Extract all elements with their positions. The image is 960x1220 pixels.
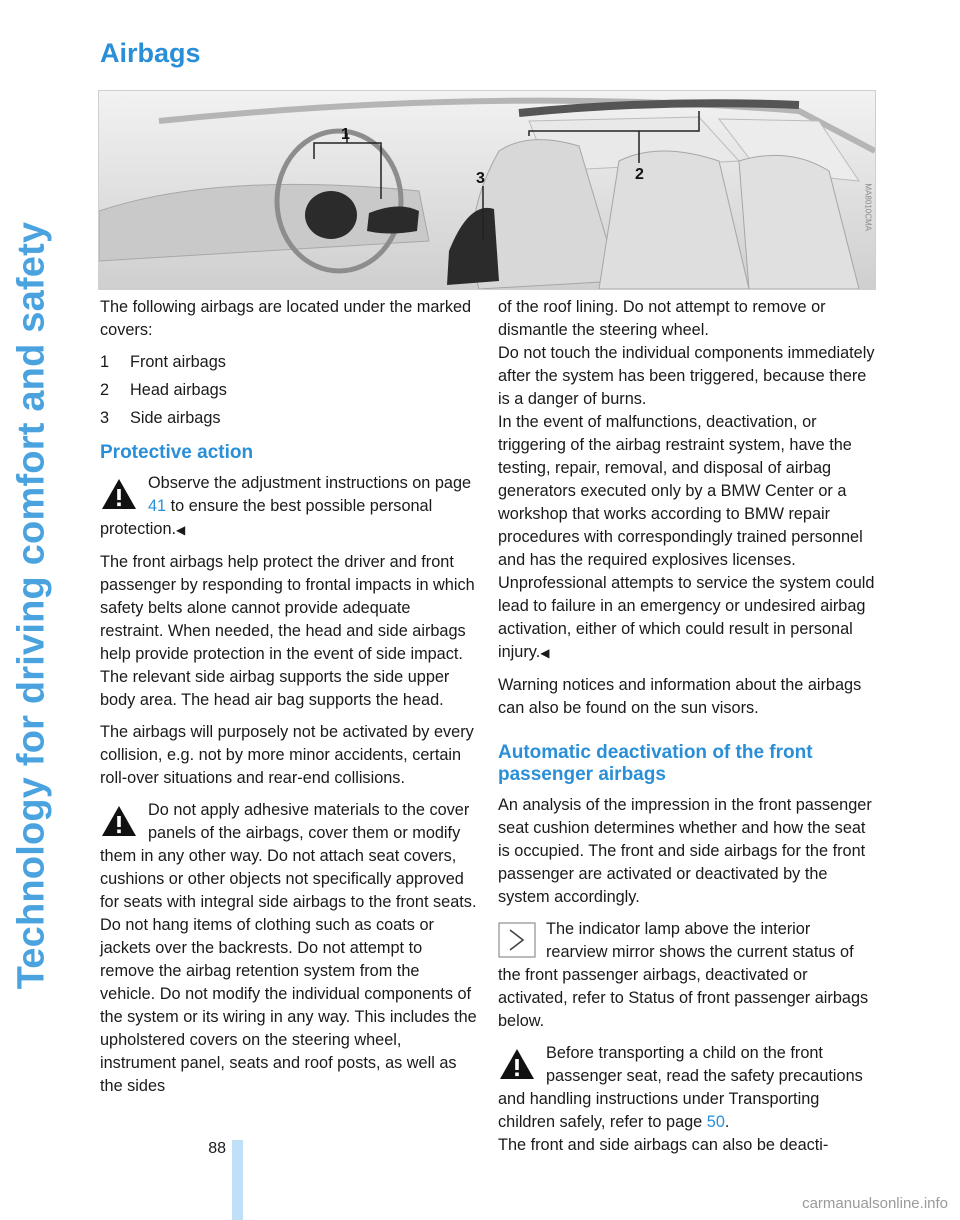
airbag-illustration [98, 90, 876, 290]
end-mark: ◀ [176, 523, 186, 537]
note-arrow-icon [498, 922, 536, 958]
warning-triangle-icon [498, 1046, 536, 1082]
warning-text-end: to ensure the best possible personal protection. [100, 497, 433, 538]
page-title: Airbags [100, 38, 201, 68]
figure-label-1: 1 [341, 126, 350, 143]
paragraph-sun-visors: Warning notices and information about the airbags can also be found on the sun visors. [498, 676, 862, 717]
warning-triangle-icon [100, 476, 138, 512]
paragraph-front-airbags: The front airbags help protect the driver and front passenger by responding to frontal impacts in which safety belts alone cannot provide adequate restraint. When needed, the head and side airbags help provide protection in the event of side impact. The relevant side airbag supports the side upper body area. The head air bag supports the head. [100, 553, 475, 709]
intro-paragraph: The following airbags are located under the marked covers: [100, 298, 472, 339]
paragraph-roof-lining: of the roof lining. Do not attempt to remove or dismantle the steering wheel. [498, 298, 826, 339]
list-text: Side airbags [130, 409, 221, 427]
figure-label-2: 2 [635, 166, 644, 183]
paragraph-deactivation: The front and side airbags can also be deacti- [498, 1136, 829, 1154]
paragraph-burns: Do not touch the individual components immediately after the system has been triggered, because there is a danger of burns. [498, 344, 875, 408]
warning-triangle-icon [100, 803, 138, 839]
figure-code: MA8010CMA [864, 183, 873, 231]
paragraph-not-activated: The airbags will purposely not be activated by every collision, e.g. not by more minor accidents, certain roll-over situations and rear-end collisions. [100, 723, 474, 787]
warning-text: Do not apply adhesive materials to the cover panels of the airbags, cover them or modify them in any other way. Do not attach seat covers, cushions or other objects not specifically approved for seats with integral side airbags to the front seats. Do not hang items of clothing such as coats or jackets over the backrests. Do not attempt to remove the airbag retention system from the vehicle. Do not modify the individual components of the system or its wiring in any way. This includes the upholstered covers on the steering wheel, instrument panel, seats and roof posts, as well as the sides [100, 801, 477, 1095]
section-heading-protective-action: Protective action [100, 442, 254, 463]
paragraph-malfunctions [498, 411, 875, 665]
warning-note [100, 472, 477, 542]
end-mark: ◀ [540, 646, 550, 660]
section-heading-automatic-deactivation: Automatic deactivation of the front passenger airbags [498, 742, 813, 785]
list-item [100, 351, 477, 374]
list-item [100, 379, 477, 402]
warning-note [100, 799, 477, 1098]
page-link-41[interactable]: 41 [148, 497, 167, 515]
right-column [498, 296, 875, 1166]
info-note [498, 918, 875, 1033]
warning-text-end: . [724, 1113, 730, 1131]
left-column [100, 296, 477, 1107]
page-link-50[interactable]: 50 [706, 1113, 725, 1131]
list-item [100, 407, 477, 430]
paragraph-seat-analysis: An analysis of the impression in the front passenger seat cushion determines whether and how the seat is occupied. The front and side airbags for the front passenger are activated or deactivated by the system accordingly. [498, 796, 872, 906]
figure-label-3: 3 [476, 170, 485, 187]
list-number: 3 [100, 409, 110, 427]
side-title-text: Technology for driving comfort and safety [10, 221, 53, 989]
page-number: 88 [208, 1140, 226, 1157]
note-text: The indicator lamp above the interior rearview mirror shows the current status of the front passenger airbags, deactivated or activated, refer to Status of front passenger airbags below. [498, 920, 869, 1030]
footer-accent-bar [232, 1140, 243, 1220]
car-interior-drawing [99, 91, 875, 289]
list-number: 2 [100, 381, 110, 399]
watermark: carmanualsonline.info [802, 1195, 948, 1212]
side-section-title [4, 40, 60, 1170]
warning-text: Observe the adjustment instructions on page [148, 474, 472, 492]
list-text: Head airbags [130, 381, 227, 399]
malfunctions-text: In the event of malfunctions, deactivation, or triggering of the airbag restraint system, have the testing, repair, removal, and disposal of airbag generators executed only by a BMW Center or a workshop that works according to BMW repair procedures with correspondingly trained personnel and has the required explosives licenses. Unprofessional attempts to service the system could lead to failure in an emergency or undesired airbag activation, either of which could result in personal injury. [498, 413, 875, 661]
warning-text: Before transporting a child on the front passenger seat, read the safety precautions and handling instructions under Transporting children safely, refer to page [498, 1044, 863, 1131]
list-number: 1 [100, 353, 110, 371]
warning-note [498, 1042, 875, 1134]
list-text: Front airbags [130, 353, 226, 371]
